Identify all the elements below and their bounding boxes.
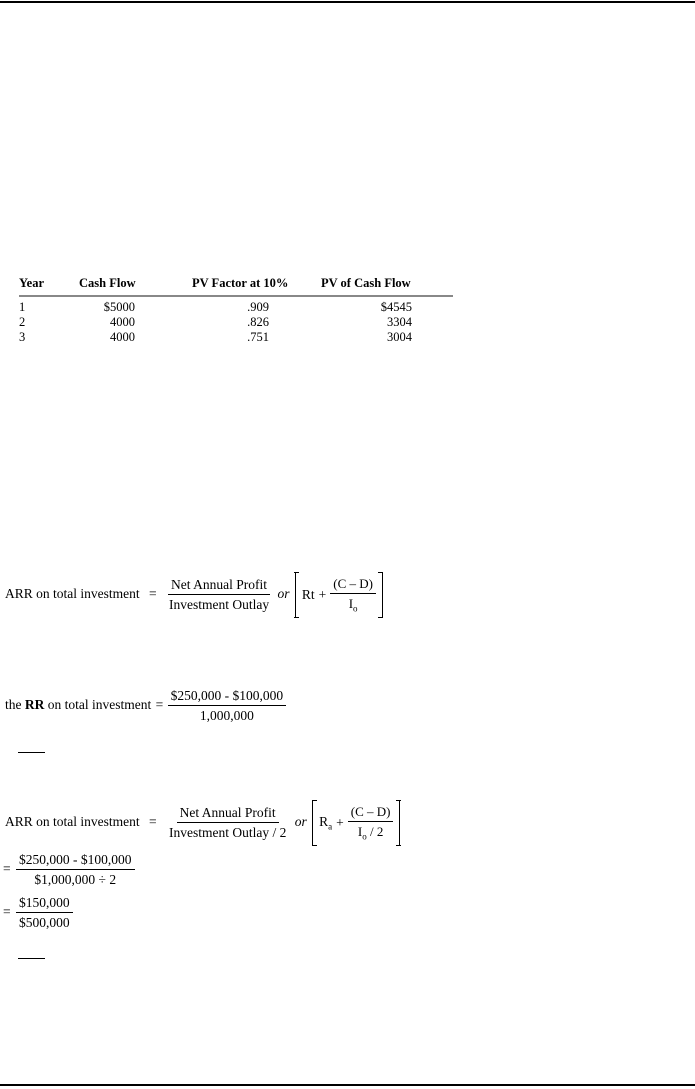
cell-pv-cash-flow: $4545 [380, 300, 412, 314]
table-row [19, 315, 453, 330]
cell-pv-cash-flow: 3004 [387, 330, 412, 344]
formula-step-1 [3, 852, 135, 888]
formula-arr-total [5, 572, 383, 618]
cell-pv-factor: .909 [247, 300, 269, 314]
formula-lhs: ARR on total investment [5, 585, 140, 601]
fraction [166, 577, 272, 613]
cell-cash-flow: $5000 [103, 300, 135, 314]
equals-sign: = [149, 585, 157, 601]
or-word: or [277, 585, 290, 601]
cell-pv-cash-flow: 3304 [387, 315, 412, 329]
plus-sign: + [318, 586, 327, 602]
fraction [166, 805, 289, 841]
short-underline [18, 752, 45, 753]
bracket-expression [312, 800, 400, 846]
formula-lhs: the RR on total investment [5, 697, 152, 713]
fraction-denominator: Investment Outlay / 2 [169, 824, 287, 840]
bracket-expression [295, 572, 383, 618]
inner-denominator: $I_o$ [348, 596, 358, 614]
inner-fraction [348, 804, 394, 842]
top-rule [0, 1, 695, 3]
inner-denominator: $I_o / 2$ [357, 824, 384, 842]
fraction-numerator: $150,000 [16, 895, 73, 913]
cell-year: 2 [19, 315, 26, 329]
table-row [19, 300, 453, 315]
cell-cash-flow: 4000 [110, 330, 135, 344]
inner-fraction [330, 576, 376, 614]
equals-sign: = [3, 904, 11, 920]
table-row [19, 330, 453, 345]
term-rt: Rt [301, 586, 315, 602]
equals-sign: = [155, 697, 164, 713]
fraction-numerator: $250,000 - $100,000 [16, 852, 135, 870]
formula-rr-total [5, 688, 286, 724]
fraction-denominator: 1,000,000 [199, 708, 254, 723]
bottom-rule [0, 1084, 695, 1086]
or-word: or [294, 813, 307, 829]
formula-arr-average [5, 800, 400, 846]
pv-table-header [19, 276, 453, 295]
header-pv-factor: PV Factor at 10% [192, 276, 289, 290]
inner-numerator: (C – D) [348, 804, 394, 822]
term-ra: $R_a$ [319, 813, 333, 832]
cell-year: 3 [19, 330, 26, 344]
equals-sign: = [149, 813, 157, 829]
header-cash-flow: Cash Flow [79, 276, 136, 290]
short-underline [18, 958, 45, 959]
fraction-denominator: Investment Outlay [169, 596, 270, 612]
header-pv-cash-flow: PV of Cash Flow [321, 276, 411, 290]
header-year: Year [19, 276, 44, 290]
cell-cash-flow: 4000 [110, 315, 135, 329]
fraction-denominator: $500,000 [19, 915, 70, 930]
fraction [16, 895, 73, 931]
fraction-numerator: Net Annual Profit [168, 577, 270, 595]
cell-pv-factor: .826 [247, 315, 269, 329]
cell-year: 1 [19, 300, 26, 314]
fraction [168, 688, 287, 724]
pv-table [19, 276, 453, 345]
formula-lhs: ARR on total investment [5, 813, 140, 829]
fraction-numerator: $250,000 - $100,000 [168, 688, 287, 706]
fraction-numerator: Net Annual Profit [177, 805, 279, 823]
inner-numerator: (C – D) [330, 576, 376, 594]
equals-sign: = [3, 861, 11, 877]
fraction [16, 852, 135, 888]
plus-sign: + [336, 814, 344, 830]
fraction-denominator: $1,000,000 ÷ 2 [34, 872, 117, 887]
formula-step-2 [3, 895, 73, 931]
cell-pv-factor: .751 [247, 330, 269, 344]
